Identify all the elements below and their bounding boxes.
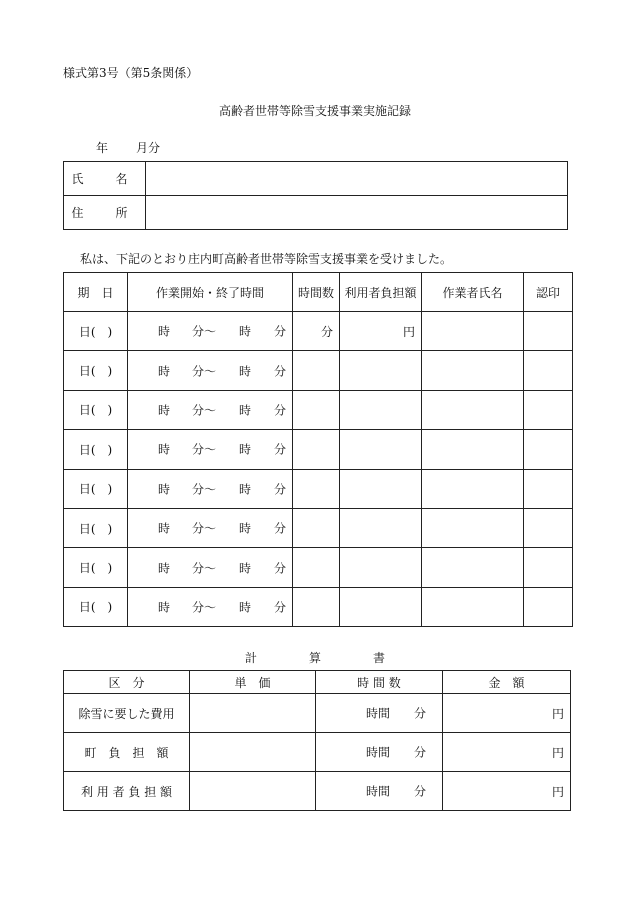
header-seal: 認印 <box>524 273 573 312</box>
amount-field[interactable]: 円 <box>443 772 571 811</box>
record-row <box>64 548 573 587</box>
record-row <box>64 430 573 469</box>
record-worker-name-field[interactable] <box>422 390 524 429</box>
calc-category: 利 用 者 負 担 額 <box>64 772 190 811</box>
unit-price-field[interactable] <box>190 733 316 772</box>
record-date-field[interactable]: 日( ) <box>64 469 128 508</box>
calc-hours-field[interactable]: 時間 分 <box>316 772 443 811</box>
record-hours-field[interactable] <box>293 430 340 469</box>
record-seal-field[interactable] <box>524 390 573 429</box>
record-table <box>63 272 573 627</box>
record-user-fee-field[interactable] <box>340 430 422 469</box>
record-row <box>64 390 573 429</box>
amount-field[interactable]: 円 <box>443 694 571 733</box>
header-date: 期 日 <box>64 273 128 312</box>
record-date-field[interactable]: 日( ) <box>64 312 128 351</box>
record-header-row <box>64 273 573 312</box>
record-hours-field[interactable] <box>293 390 340 429</box>
record-seal-field[interactable] <box>524 548 573 587</box>
name-label: 氏 名 <box>64 162 146 196</box>
period-line <box>96 139 160 156</box>
header-hours: 時間数 <box>293 273 340 312</box>
unit-price-field[interactable] <box>190 694 316 733</box>
record-work-time-field[interactable]: 時 分〜 時 分 <box>128 430 293 469</box>
header-calc-hours: 時 間 数 <box>316 671 443 694</box>
record-date-field[interactable]: 日( ) <box>64 548 128 587</box>
record-row <box>64 469 573 508</box>
record-seal-field[interactable] <box>524 469 573 508</box>
calculation-title <box>0 649 630 666</box>
applicant-table <box>63 161 568 230</box>
unit-price-field[interactable] <box>190 772 316 811</box>
record-user-fee-field[interactable] <box>340 351 422 390</box>
header-work-time: 作業開始・終了時間 <box>128 273 293 312</box>
record-seal-field[interactable] <box>524 587 573 626</box>
record-seal-field[interactable] <box>524 508 573 547</box>
calc-hours-field[interactable]: 時間 分 <box>316 694 443 733</box>
record-user-fee-field[interactable] <box>340 548 422 587</box>
form-number: 様式第3号（第5条関係） <box>63 66 199 80</box>
record-hours-field[interactable]: 分 <box>293 312 340 351</box>
period-year-label: 年 <box>96 141 109 155</box>
calc-header-row <box>64 671 571 694</box>
calc-category: 町 負 担 額 <box>64 733 190 772</box>
calc-title-char: 算 <box>308 651 321 665</box>
document-title: 高齢者世帯等除雪支援事業実施記録 <box>218 104 411 118</box>
name-field[interactable] <box>146 162 568 196</box>
record-rows <box>64 312 573 627</box>
calc-row <box>64 772 571 811</box>
record-user-fee-field[interactable] <box>340 390 422 429</box>
record-worker-name-field[interactable] <box>422 469 524 508</box>
calculation-table <box>63 670 571 811</box>
record-hours-field[interactable] <box>293 548 340 587</box>
calc-hours-field[interactable]: 時間 分 <box>316 733 443 772</box>
statement-text: 私は、下記のとおり庄内町高齢者世帯等除雪支援事業を受けました。 <box>80 252 453 266</box>
record-worker-name-field[interactable] <box>422 548 524 587</box>
record-seal-field[interactable] <box>524 351 573 390</box>
record-user-fee-field[interactable] <box>340 508 422 547</box>
record-worker-name-field[interactable] <box>422 351 524 390</box>
record-hours-field[interactable] <box>293 508 340 547</box>
record-work-time-field[interactable]: 時 分〜 時 分 <box>128 351 293 390</box>
record-user-fee-field[interactable] <box>340 587 422 626</box>
header-worker-name: 作業者氏名 <box>422 273 524 312</box>
record-row <box>64 312 573 351</box>
record-work-time-field[interactable]: 時 分〜 時 分 <box>128 548 293 587</box>
record-hours-field[interactable] <box>293 469 340 508</box>
record-work-time-field[interactable]: 時 分〜 時 分 <box>128 508 293 547</box>
amount-field[interactable]: 円 <box>443 733 571 772</box>
record-worker-name-field[interactable] <box>422 508 524 547</box>
record-hours-field[interactable] <box>293 587 340 626</box>
record-user-fee-field[interactable]: 円 <box>340 312 422 351</box>
record-worker-name-field[interactable] <box>422 430 524 469</box>
record-date-field[interactable]: 日( ) <box>64 351 128 390</box>
calc-category: 除雪に要した費用 <box>64 694 190 733</box>
record-hours-field[interactable] <box>293 351 340 390</box>
record-row <box>64 587 573 626</box>
record-seal-field[interactable] <box>524 430 573 469</box>
record-worker-name-field[interactable] <box>422 312 524 351</box>
calc-row <box>64 733 571 772</box>
record-worker-name-field[interactable] <box>422 587 524 626</box>
calc-title-char: 計 <box>244 651 257 665</box>
calc-row <box>64 694 571 733</box>
record-work-time-field[interactable]: 時 分〜 時 分 <box>128 390 293 429</box>
record-row <box>64 508 573 547</box>
record-row <box>64 351 573 390</box>
address-label: 住 所 <box>64 196 146 230</box>
record-date-field[interactable]: 日( ) <box>64 587 128 626</box>
period-month-label: 月分 <box>136 141 161 155</box>
record-seal-field[interactable] <box>524 312 573 351</box>
header-user-fee: 利用者負担額 <box>340 273 422 312</box>
record-work-time-field[interactable]: 時 分〜 時 分 <box>128 469 293 508</box>
address-field[interactable] <box>146 196 568 230</box>
header-category: 区 分 <box>64 671 190 694</box>
record-date-field[interactable]: 日( ) <box>64 430 128 469</box>
calc-title-char: 書 <box>373 651 386 665</box>
header-unit-price: 単 価 <box>190 671 316 694</box>
header-amount: 金 額 <box>443 671 571 694</box>
record-date-field[interactable]: 日( ) <box>64 390 128 429</box>
record-work-time-field[interactable]: 時 分〜 時 分 <box>128 587 293 626</box>
record-work-time-field[interactable]: 時 分〜 時 分 <box>128 312 293 351</box>
record-user-fee-field[interactable] <box>340 469 422 508</box>
record-date-field[interactable]: 日( ) <box>64 508 128 547</box>
